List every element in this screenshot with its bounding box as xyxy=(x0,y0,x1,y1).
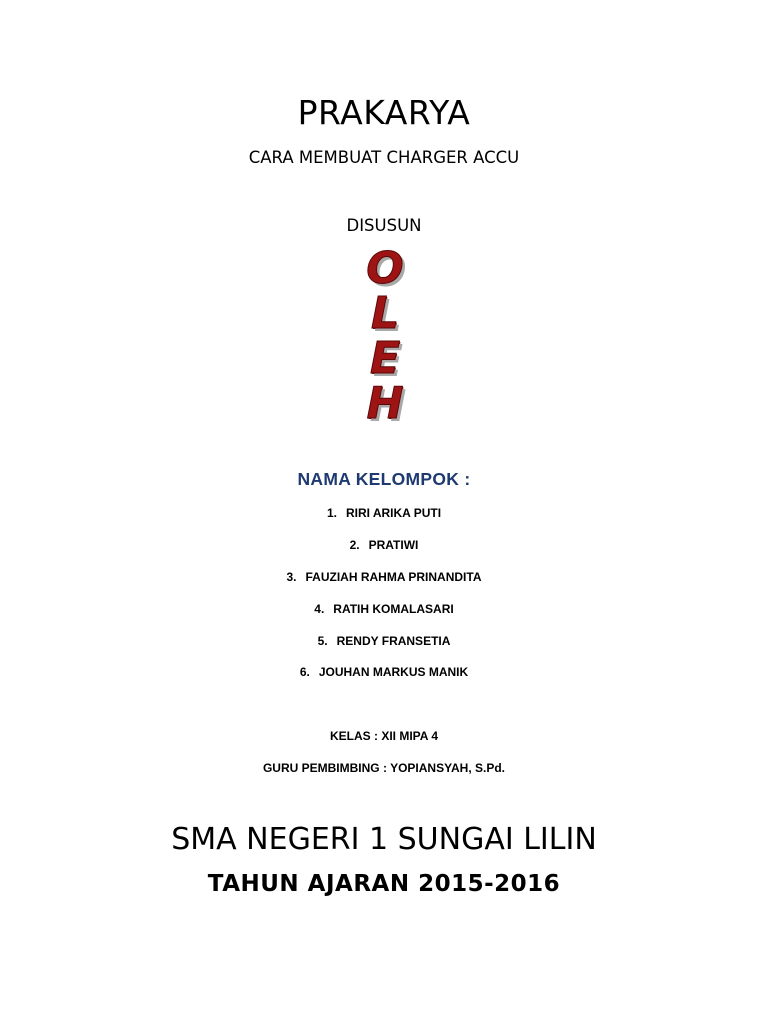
document-subtitle: CARA MEMBUAT CHARGER ACCU xyxy=(248,148,520,167)
member-name: RIRI ARIKA PUTI xyxy=(345,506,442,520)
member-item xyxy=(0,538,768,552)
oleh-letter: E xyxy=(369,333,401,384)
member-name: RATIH KOMALASARI xyxy=(333,602,454,616)
member-number: 1. xyxy=(326,506,337,520)
member-number: 5. xyxy=(317,634,328,648)
member-number: 6. xyxy=(299,665,310,679)
oleh-wordart xyxy=(357,243,413,429)
member-name: JOUHAN MARKUS MANIK xyxy=(318,665,469,679)
oleh-letter: L xyxy=(370,288,400,339)
member-name: RENDY FRANSETIA xyxy=(336,634,451,648)
compiled-label: DISUSUN xyxy=(346,216,422,235)
member-name: PRATIWI xyxy=(368,538,419,552)
oleh-letter: H xyxy=(366,378,404,429)
member-item xyxy=(0,665,768,679)
member-item xyxy=(0,602,768,616)
member-name: FAUZIAH RAHMA PRINANDITA xyxy=(305,570,482,584)
oleh-letter: O xyxy=(366,243,404,294)
member-number: 3. xyxy=(286,570,297,584)
member-item xyxy=(0,634,768,648)
member-item xyxy=(0,570,768,584)
document-title: PRAKARYA xyxy=(297,93,471,132)
class-line: KELAS : XII MIPA 4 xyxy=(329,729,438,743)
group-heading: NAMA KELOMPOK : xyxy=(297,469,471,489)
member-number: 2. xyxy=(349,538,360,552)
academic-year: TAHUN AJARAN 2015-2016 xyxy=(207,871,561,897)
teacher-line: GURU PEMBIMBING : YOPIANSYAH, S.Pd. xyxy=(262,761,506,775)
member-number: 4. xyxy=(314,602,325,616)
member-item xyxy=(0,506,768,520)
school-name: SMA NEGERI 1 SUNGAI LILIN xyxy=(171,822,597,857)
